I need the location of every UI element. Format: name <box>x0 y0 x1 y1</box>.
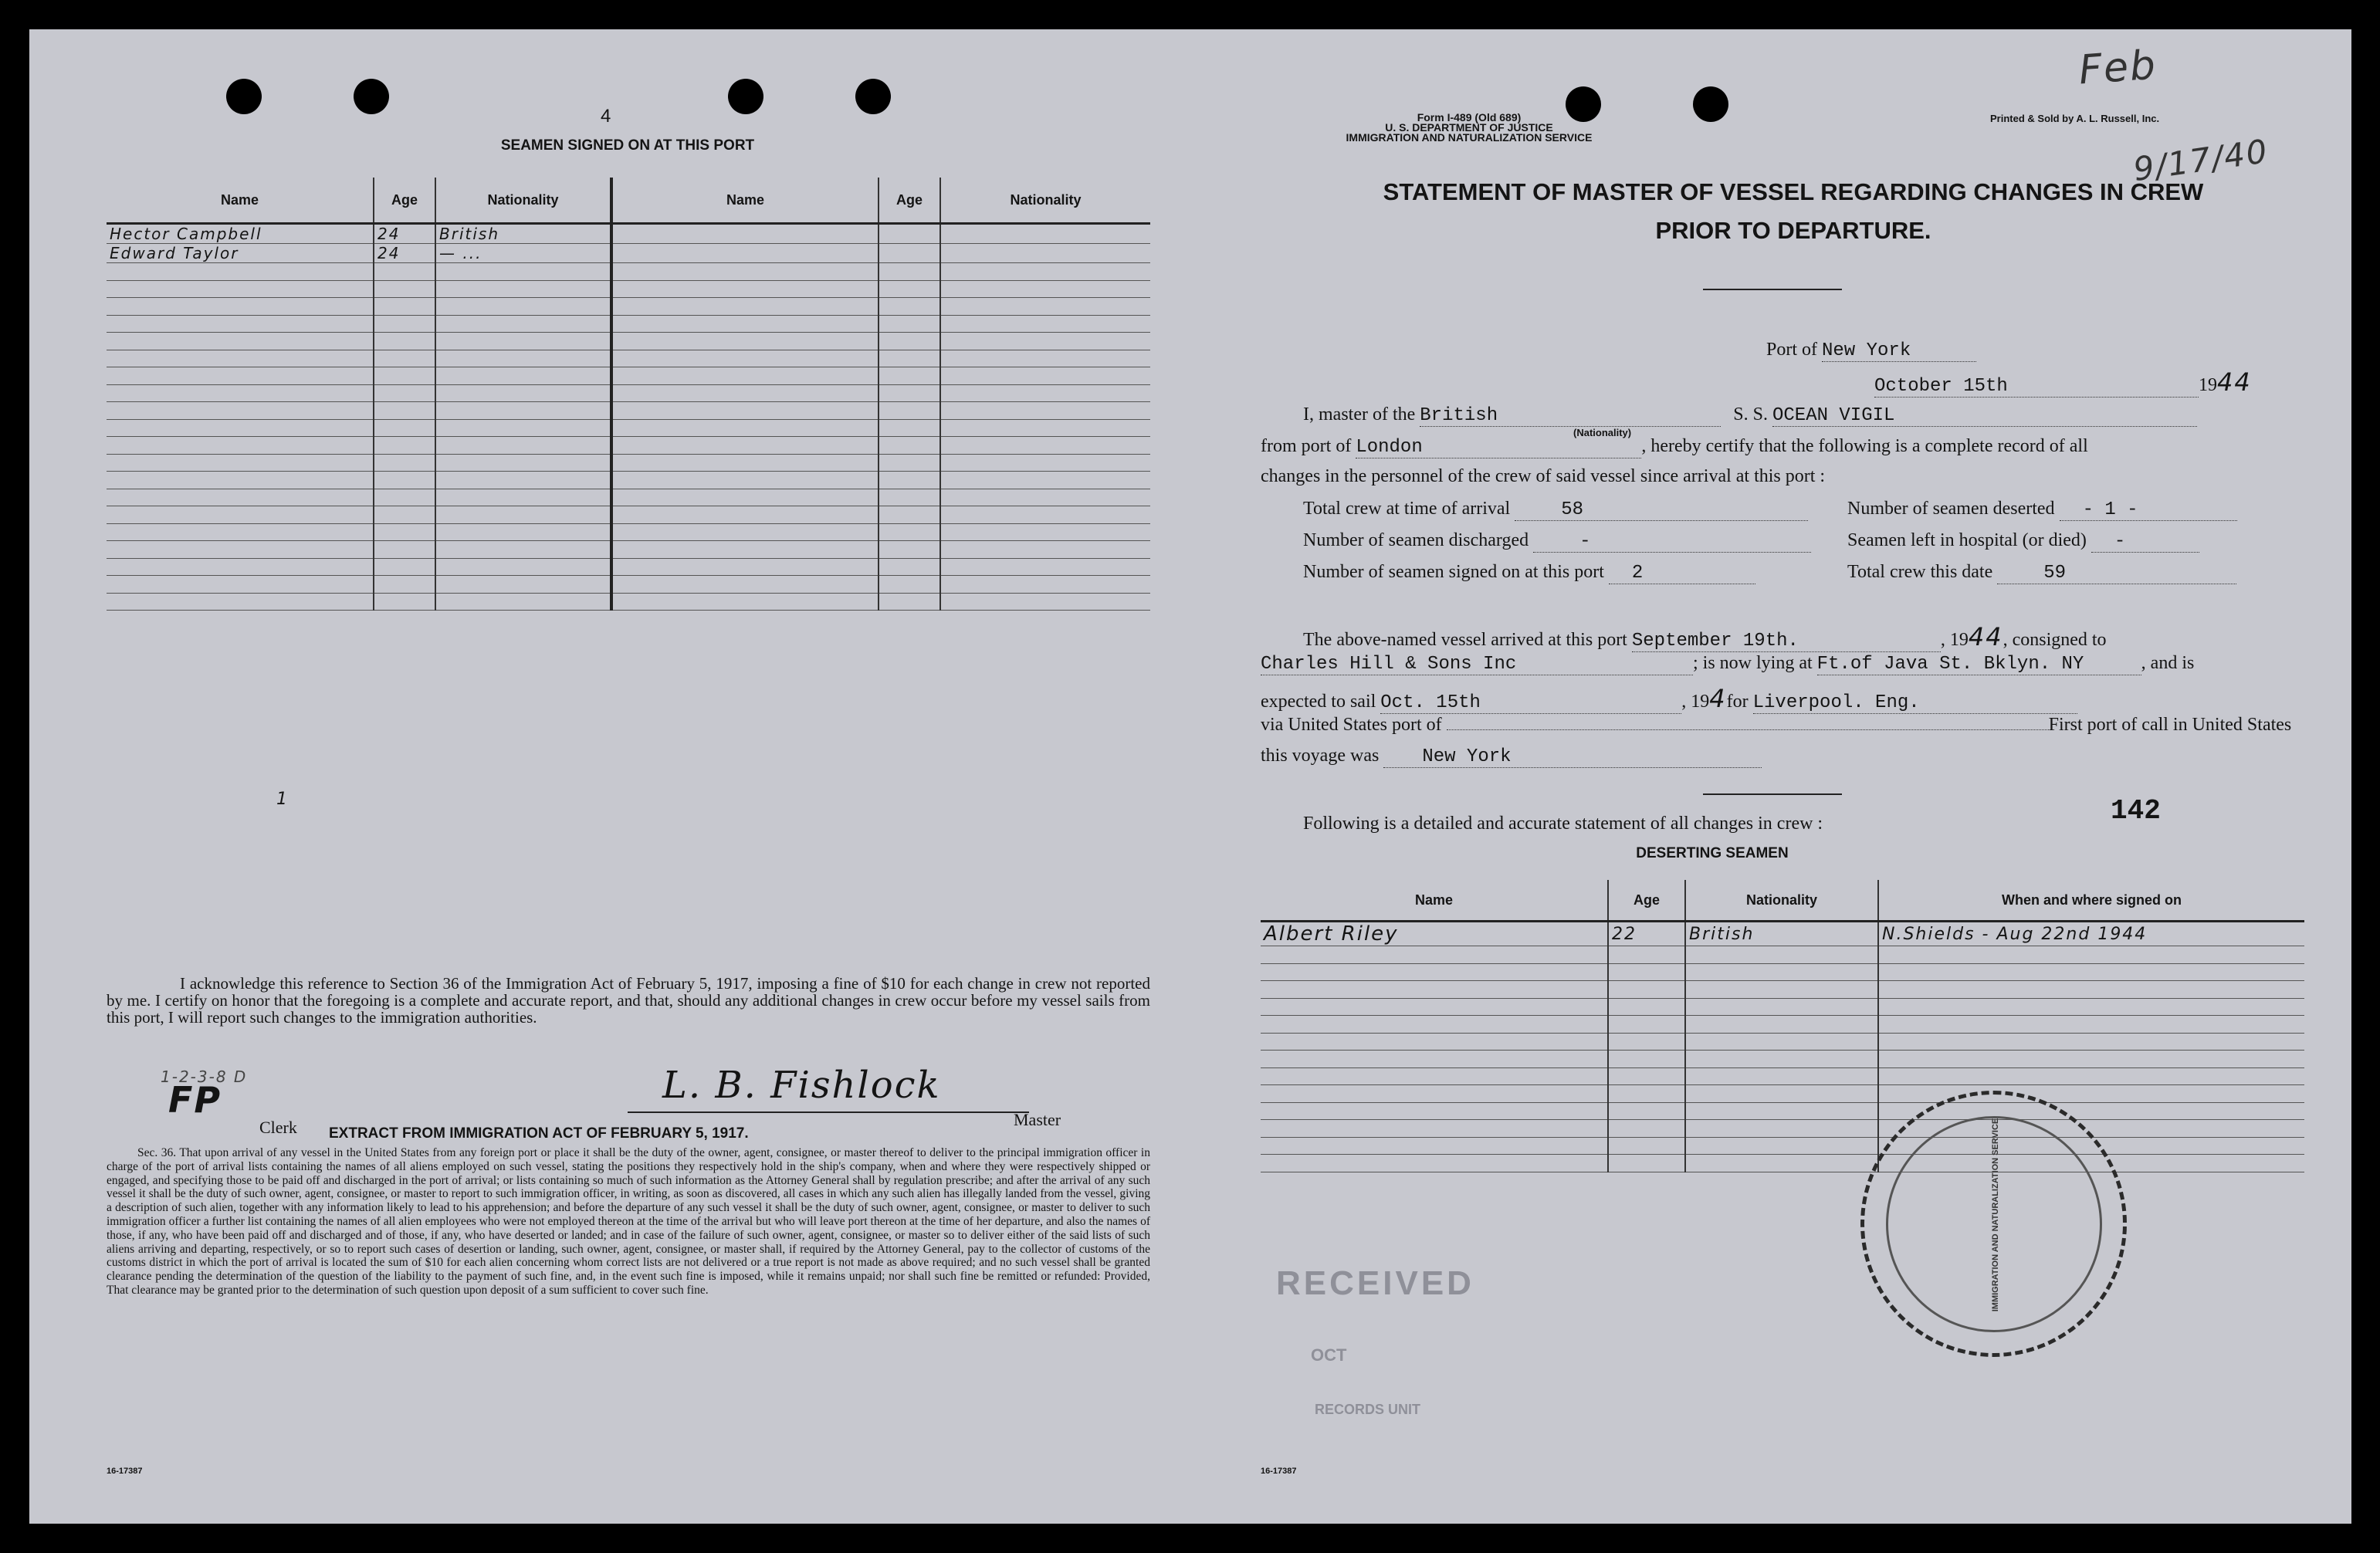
right-footer-code: 16-17387 <box>1261 1467 1297 1476</box>
master-of-label: I, master of the <box>1303 404 1416 425</box>
column-header: Age <box>879 178 940 224</box>
port-value: New York <box>1822 340 1976 362</box>
table-row <box>1261 963 2304 981</box>
table-row <box>107 472 1150 489</box>
table-row <box>1261 981 2304 999</box>
table-row <box>107 506 1150 524</box>
ss-label: S. S. <box>1733 404 1768 425</box>
document-number: 142 <box>2111 795 2161 827</box>
table-row <box>107 367 1150 385</box>
column-header: Nationality <box>940 178 1150 224</box>
printer-credit: Printed & Sold by A. L. Russell, Inc. <box>1990 113 2160 124</box>
discharged-value: - <box>1533 531 1811 553</box>
table-row <box>1261 1033 2304 1051</box>
handwritten-note: Feb <box>2077 42 2158 94</box>
table-row <box>107 454 1150 472</box>
seaman-nationality: — ... <box>435 244 611 263</box>
deserting-title: DESERTING SEAMEN <box>1636 845 1789 861</box>
master-of-line <box>1303 404 2197 427</box>
sail-year-prefix: , 19 <box>1681 692 1710 712</box>
records-unit-stamp: RECORDS UNIT <box>1315 1402 1421 1417</box>
deserted-value: - 1 - <box>2060 499 2237 521</box>
department: U. S. DEPARTMENT OF JUSTICE <box>1385 121 1553 134</box>
table-row <box>107 224 1150 244</box>
column-header: Name <box>107 178 374 224</box>
seaman-nationality: British <box>435 224 611 244</box>
received-stamp-sub: OCT <box>1311 1345 1347 1365</box>
table-row <box>1261 1085 2304 1103</box>
sail-year-suffix: 4 <box>1709 684 1727 713</box>
discharged-label: Number of seamen discharged <box>1303 530 1529 550</box>
table-row <box>107 593 1150 611</box>
table-row <box>107 576 1150 594</box>
title-line-1: STATEMENT OF MASTER OF VESSEL REGARDING CHANGES IN CREW <box>1383 178 2204 205</box>
column-header: When and where signed on <box>1878 880 2304 922</box>
table-row <box>1261 1155 2304 1172</box>
left-page-title: SEAMEN SIGNED ON AT THIS PORT <box>500 137 755 154</box>
total-crew-date-value: 59 <box>1997 563 2236 584</box>
deserter-age: 22 <box>1608 922 1685 946</box>
column-header: Age <box>1608 880 1685 922</box>
date-line <box>1874 367 2252 398</box>
total-crew-date-line <box>1847 562 2236 584</box>
table-row <box>107 558 1150 576</box>
via-line <box>1261 715 2291 736</box>
nationality-caption: (Nationality) <box>1573 427 1632 438</box>
seaman-age: 24 <box>374 224 435 244</box>
column-header: Nationality <box>435 178 611 224</box>
voyage-line <box>1261 746 1762 768</box>
document-sheet <box>29 29 2351 1524</box>
round-stamp <box>1860 1091 2127 1357</box>
deserter-signed-on: N.Shields - Aug 22nd 1944 <box>1878 922 2304 946</box>
rule <box>1703 289 1842 290</box>
expected-label: expected to sail <box>1261 692 1376 712</box>
date-value: October 15th <box>1874 376 2199 398</box>
table-row <box>1261 946 2304 964</box>
deserting-seamen-table <box>1261 880 2304 1172</box>
service: IMMIGRATION AND NATURALIZATION SERVICE <box>1346 131 1593 144</box>
table-row <box>107 350 1150 367</box>
clerk-initials: FP <box>168 1079 222 1121</box>
master-signature: L. B. Fishlock <box>662 1064 941 1107</box>
seaman-name: Edward Taylor <box>107 244 374 263</box>
master-label: Master <box>1014 1110 1061 1129</box>
consignee-value: Charles Hill & Sons Inc <box>1261 654 1693 675</box>
for-label: for <box>1726 692 1749 712</box>
table-row <box>1261 1102 2304 1120</box>
deserted-label: Number of seamen deserted <box>1847 499 2055 519</box>
table-row <box>107 541 1150 559</box>
nationality-value: British <box>1420 405 1721 427</box>
discharged-line <box>1303 530 1811 553</box>
column-header: Name <box>1261 880 1608 922</box>
punch-hole <box>1693 86 1728 122</box>
lying-label: ; is now lying at <box>1693 653 1813 673</box>
table-row <box>107 489 1150 506</box>
table-row <box>107 315 1150 333</box>
form-header <box>1299 113 1639 143</box>
vessel-name: OCEAN VIGIL <box>1772 405 2197 427</box>
stray-mark: 1 <box>276 790 289 809</box>
rule <box>1703 793 1842 795</box>
consignee-line <box>1261 653 2194 675</box>
deserted-line <box>1847 499 2237 521</box>
clerk-label: Clerk <box>259 1118 297 1137</box>
seamen-signed-on-table <box>107 178 1150 611</box>
voyage-port: New York <box>1383 746 1762 768</box>
page-number: 4 <box>601 106 611 127</box>
handwritten-date-note: 9/17/40 <box>2131 131 2271 189</box>
deserter-name: Albert Riley <box>1261 922 1608 946</box>
acknowledgement-text: I acknowledge this reference to Section 36 of the Immigration Act of February 5, 1917, imposing a fine of $10 for each change in crew not reported by me. I certify on honor that the foregoing is a complete and accurate report, and that, should any additional changes in crew occur before my vessel sails from this port, I will report such changes to the immigration authorities. <box>107 974 1150 1027</box>
certify-text: , hereby certify that the following is a complete record of all <box>1641 436 2088 456</box>
extract-title: EXTRACT FROM IMMIGRATION ACT OF FEBRUARY 5, 1917. <box>329 1125 749 1142</box>
signature-line <box>628 1111 1029 1113</box>
changes-line: changes in the personnel of the crew of said vessel since arrival at this port : <box>1261 466 1826 486</box>
clerk-stamp: 1-2-3-8 D <box>161 1067 248 1086</box>
hospital-value: - <box>2091 531 2199 553</box>
table-row <box>107 523 1150 541</box>
title-line-2: PRIOR TO DEPARTURE. <box>1655 217 1931 244</box>
first-port-label: First port of call in United States <box>2048 715 2292 735</box>
table-row <box>1261 998 2304 1016</box>
table-row <box>1261 1120 2304 1138</box>
column-header: Nationality <box>1685 880 1878 922</box>
arrived-year-prefix: , 19 <box>1940 630 1969 650</box>
total-crew-date-label: Total crew this date <box>1847 562 1993 582</box>
year-prefix: 19 <box>2199 375 2217 395</box>
table-header-row <box>107 178 1150 224</box>
table-header-row <box>1261 880 2304 922</box>
arrived-year-suffix: 44 <box>1968 622 2003 651</box>
signed-on-value: 2 <box>1609 563 1755 584</box>
punch-hole <box>354 79 389 114</box>
destination-value: Liverpool. Eng. <box>1753 692 2077 714</box>
lying-at-value: Ft.of Java St. Bklyn. NY <box>1817 654 2141 675</box>
total-crew-arrival-label: Total crew at time of arrival <box>1303 499 1511 519</box>
hospital-line <box>1847 530 2199 553</box>
arrived-line <box>1303 622 2107 652</box>
punch-hole <box>855 79 891 114</box>
table-row <box>1261 922 2304 946</box>
table-row <box>107 384 1150 402</box>
table-row <box>107 280 1150 298</box>
table-row <box>107 437 1150 455</box>
total-crew-arrival-value: 58 <box>1515 499 1808 521</box>
port-line <box>1766 340 1976 362</box>
from-port-label: from port of <box>1261 436 1352 456</box>
column-header: Name <box>611 178 879 224</box>
arrived-date: September 19th. <box>1632 631 1941 652</box>
table-row <box>107 419 1150 437</box>
hospital-label: Seamen left in hospital (or died) <box>1847 530 2087 550</box>
expected-line <box>1261 684 2077 714</box>
via-value <box>1447 729 2049 730</box>
punch-hole <box>728 79 763 114</box>
signed-on-line <box>1303 562 1755 584</box>
and-is-label: , and is <box>2141 653 2195 673</box>
deserter-nationality: British <box>1685 922 1878 946</box>
table-row <box>107 263 1150 281</box>
extract-text: Sec. 36. That upon arrival of any vessel in the United States from any foreign port or place it shall be the duty of the owner, agent, consignee, or master thereof to deliver to the principal immigration officer in charge of the port of arrival lists containing the names of all aliens employed on such vessel, stating the positions they respectively hold in the ship's company, when and where they were respectively shipped or engaged, and specifying those to be paid off and discharged in the port of arrival; or lists containing so much of such information as the Attorney General shall by regulation prescribe; and after the arrival of any such vessel it shall be the duty of such owner, agent, consignee, or master to report to such immigration officer, in writing, as soon as discovered, all cases in which any such alien has illegally landed from the vessel, giving a description of such alien, together with any information likely to lead to his apprehension; and before the departure of any such vessel it shall be the duty of such owner, agent, consignee, or master to deliver to such immigration officer a further list containing the names of all alien employees who were not employed thereon at the time of the arrival but who will leave port thereon at the time of her departure, and also the names of those, if any, who have been paid off and discharged and of those, if any, who have deserted or landed; and in case of the failure of such owner, agent, consignee, or master so to deliver either of the said lists of such aliens arriving and departing, respectively, or so to report such cases of desertion or landing, such owner, agent, consignee, or master shall, if required by the Attorney General, pay to the collector of customs of the customs district in which the port of arrival is located the sum of $10 for each alien concerning whom correct lists are not delivered or a true report is not made as above required; and no such vessel shall be granted clearance pending the determination of the question of the liability to the payment of such fine, and, in the event such fine is imposed, while it remains unpaid; nor shall such fine be remitted or refunded: Provided, That clearance may be granted prior to the determination of such question upon deposit of a sum sufficient to cover such fine. <box>107 1146 1150 1297</box>
port-label: Port of <box>1766 340 1817 360</box>
table-row <box>1261 1051 2304 1068</box>
via-label: via United States port of <box>1261 715 1442 735</box>
table-row <box>1261 1137 2304 1155</box>
from-port-line <box>1261 436 2088 458</box>
year-suffix: 44 <box>2217 367 2252 397</box>
seaman-name: Hector Campbell <box>107 224 374 244</box>
voyage-label: this voyage was <box>1261 746 1380 766</box>
table-row <box>1261 1016 2304 1034</box>
table-row <box>107 298 1150 316</box>
left-footer-code: 16-17387 <box>107 1467 143 1476</box>
punch-hole <box>226 79 262 114</box>
column-header: Age <box>374 178 435 224</box>
arrived-label: The above-named vessel arrived at this port <box>1303 630 1627 650</box>
form-title <box>1280 173 2307 250</box>
table-row <box>107 244 1150 263</box>
form-number: Form I-489 (Old 689) <box>1417 111 1522 123</box>
table-row <box>107 333 1150 350</box>
total-crew-arrival-line <box>1303 499 1808 521</box>
signed-on-label: Number of seamen signed on at this port <box>1303 562 1604 582</box>
consigned-label: , consigned to <box>2003 630 2107 650</box>
received-stamp: RECEIVED <box>1276 1264 1474 1302</box>
sail-date: Oct. 15th <box>1380 692 1681 714</box>
seaman-age: 24 <box>374 244 435 263</box>
from-port-value: London <box>1356 437 1641 458</box>
round-stamp-text: IMMIGRATION AND NATURALIZATION SERVICE <box>1991 1118 2000 1312</box>
table-row <box>1261 1067 2304 1085</box>
following-text: Following is a detailed and accurate statement of all changes in crew : <box>1303 814 1823 834</box>
table-row <box>107 402 1150 420</box>
